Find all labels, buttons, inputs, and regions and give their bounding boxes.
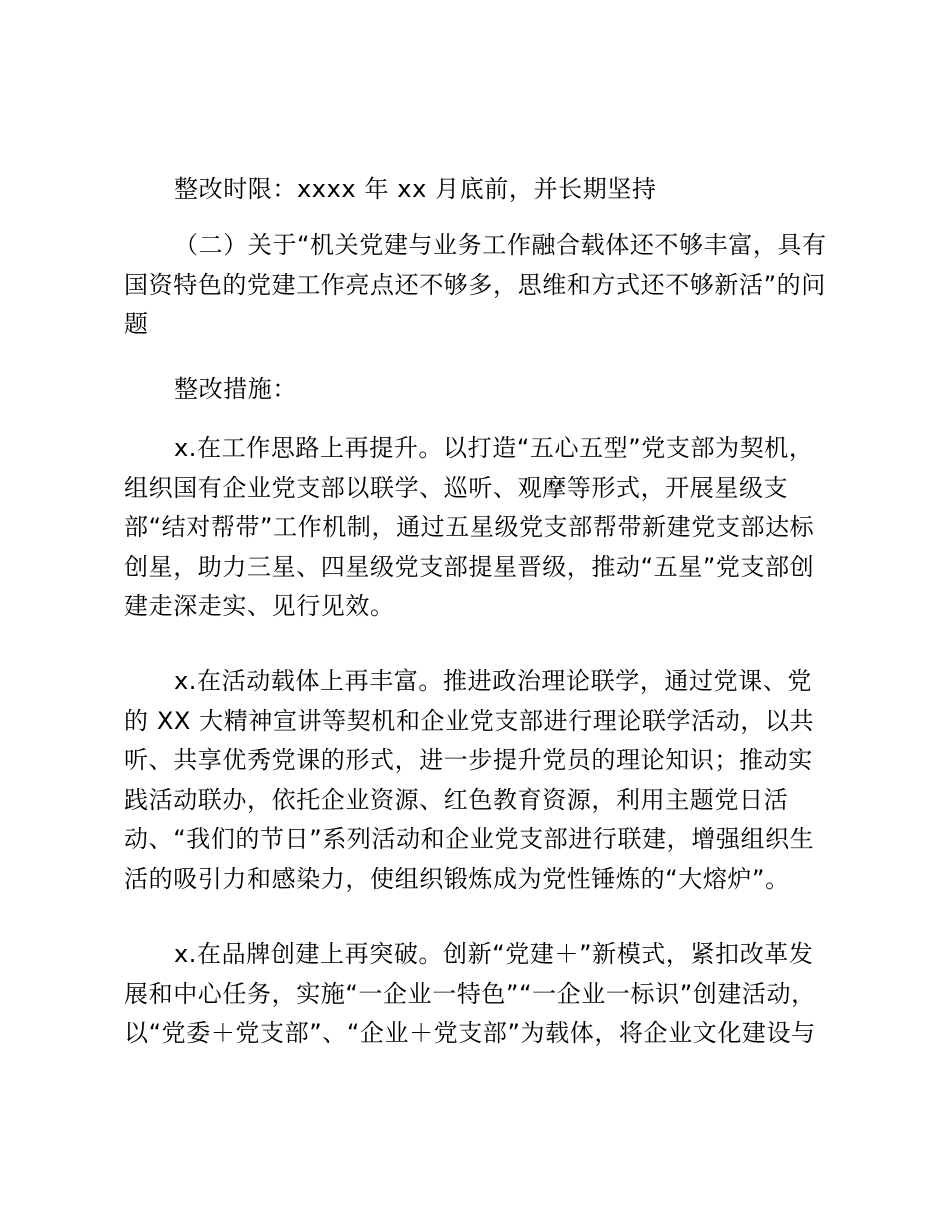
text-line: 组织国有企业党支部以联学、巡听、观摩等形式，开展星级支 (124, 473, 789, 502)
text-line: 国资特色的党建工作亮点还不够多，思维和方式还不够新活”的问 (124, 270, 826, 299)
paragraph-issue-two (124, 226, 836, 345)
paragraph-measures-heading (124, 370, 836, 410)
text-line: 动、“我们的节日”系列活动和企业党支部进行联建，增强组织生 (124, 825, 815, 853)
text-line: 整改措施： (174, 375, 297, 403)
paragraph-measure-1 (124, 429, 836, 627)
text-line: x.在品牌创建上再突破。创新“党建＋”新模式，紧扣改革发 (174, 940, 814, 968)
text-line: （二）关于“机关党建与业务工作融合载体还不够丰富，具有 (174, 231, 827, 259)
text-line: x.在工作思路上再提升。以打造“五心五型”党支部为契机， (174, 434, 814, 462)
text-line: 听、共享优秀党课的形式，进一步提升党员的理论知识；推动实 (124, 746, 813, 774)
text-line: 的 XX 大精神宣讲等契机和企业党支部进行理论联学活动，以共 (124, 706, 815, 735)
text-line: 部“结对帮带”工作机制，通过五星级党支部帮带新建党支部达标 (124, 513, 815, 541)
text-line: 建走深走实、见行见效。 (124, 592, 395, 620)
text-line: x.在活动载体上再丰富。推进政治理论联学，通过党课、党 (174, 667, 813, 695)
text-line: 题 (124, 310, 149, 338)
text-line: 创星，助力三星、四星级党支部提星晋级，推动“五星”党支部创 (124, 552, 815, 581)
text-line: 践活动联办，依托企业资源、红色教育资源，利用主题党日活 (124, 785, 789, 814)
paragraph-measure-3 (124, 935, 836, 1054)
text-line: 展和中心任务，实施“一企业一特色”“一企业一标识”创建活动， (124, 979, 816, 1008)
text-line: 活的吸引力和感染力，使组织锻炼成为党性锤炼的“大熔炉”。 (124, 864, 790, 893)
paragraph-deadline (124, 170, 836, 210)
text-line: 以“党委＋党支部”、“企业＋党支部”为载体，将企业文化建设与 (124, 1019, 816, 1047)
text-line: 整改时限：xxxx 年 xx 月底前，并长期坚持 (174, 175, 657, 203)
paragraph-measure-2 (124, 662, 836, 899)
